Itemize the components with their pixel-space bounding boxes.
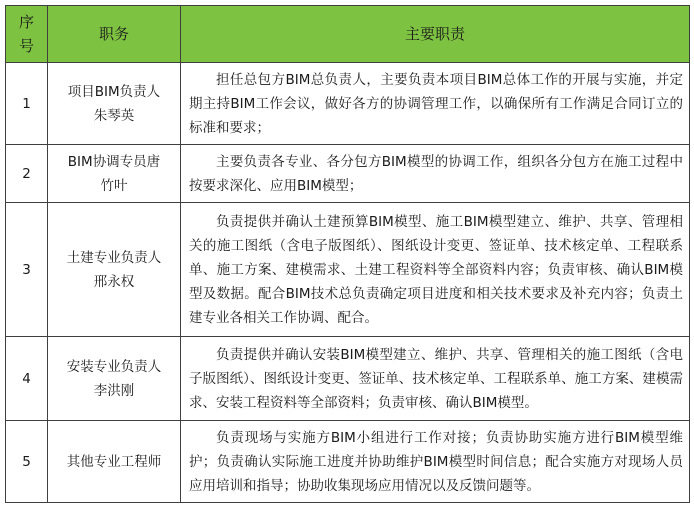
row-duty: 负责提供并确认土建预算BIM模型、施工BIM模型建立、维护、共享、管理相关的施工图纸（含电子版图纸）、图纸设计变更、签证单、技术核定单、工程联系单、施工方案、建模需求、土建工程资料等全部资料内容；负责审核、确认BIM模型及数据。配合BIM技术总负责确定项目进度和相关技术要求及补充内容；负责土建专业各相关工作协调、配合。 bbox=[181, 203, 690, 337]
row-number: 1 bbox=[6, 63, 48, 145]
role-title: 项目BIM负责人 bbox=[67, 83, 161, 100]
role-person: 竹叶 bbox=[100, 177, 128, 194]
table-row bbox=[6, 145, 690, 203]
row-role bbox=[48, 421, 181, 503]
table-row bbox=[6, 337, 690, 421]
role-person: 邢永权 bbox=[93, 273, 135, 290]
role-person: 朱琴英 bbox=[93, 107, 135, 124]
header-row bbox=[6, 6, 690, 63]
row-number: 4 bbox=[6, 337, 48, 421]
row-duty: 担任总包方BIM总负责人，主要负责本项目BIM总体工作的开展与实施，并定期主持BIM工作会议，做好各方的协调管理工作，以确保所有工作满足合同订立的标准和要求； bbox=[181, 63, 690, 145]
role-person: 李洪刚 bbox=[93, 382, 135, 399]
row-role bbox=[48, 337, 181, 421]
row-number: 2 bbox=[6, 145, 48, 203]
row-number: 5 bbox=[6, 421, 48, 503]
header-duty: 主要职责 bbox=[181, 6, 690, 63]
header-no-line1: 序 bbox=[18, 13, 34, 31]
role-title: 土建专业负责人 bbox=[66, 249, 162, 266]
row-role bbox=[48, 63, 181, 145]
row-role bbox=[48, 203, 181, 337]
role-title: 安装专业负责人 bbox=[66, 358, 162, 375]
row-duty: 主要负责各专业、各分包方BIM模型的协调工作，组织各分包方在施工过程中按要求深化、应用BIM模型； bbox=[181, 145, 690, 203]
role-title: BIM协调专员唐 bbox=[67, 153, 161, 170]
header-role: 职务 bbox=[48, 6, 181, 63]
header-no bbox=[6, 6, 48, 63]
row-role bbox=[48, 145, 181, 203]
table-row bbox=[6, 421, 690, 503]
role-title: 其他专业工程师 bbox=[66, 453, 162, 470]
row-duty: 负责提供并确认安装BIM模型建立、维护、共享、管理相关的施工图纸（含电子版图纸）、图纸设计变更、签证单、技术核定单、工程联系单、施工方案、建模需求、安装工程资料等全部资料；负责审核、确认BIM模型。 bbox=[181, 337, 690, 421]
table-row bbox=[6, 63, 690, 145]
header-no-line2: 号 bbox=[18, 37, 34, 55]
responsibility-table bbox=[5, 5, 690, 503]
row-duty: 负责现场与实施方BIM小组进行工作对接；负责协助实施方进行BIM模型维护；负责确认实际施工进度并协助维护BIM模型时间信息；配合实施方对现场人员应用培训和指导；协助收集现场应用情况以及反馈问题等。 bbox=[181, 421, 690, 503]
table-row bbox=[6, 203, 690, 337]
row-number: 3 bbox=[6, 203, 48, 337]
